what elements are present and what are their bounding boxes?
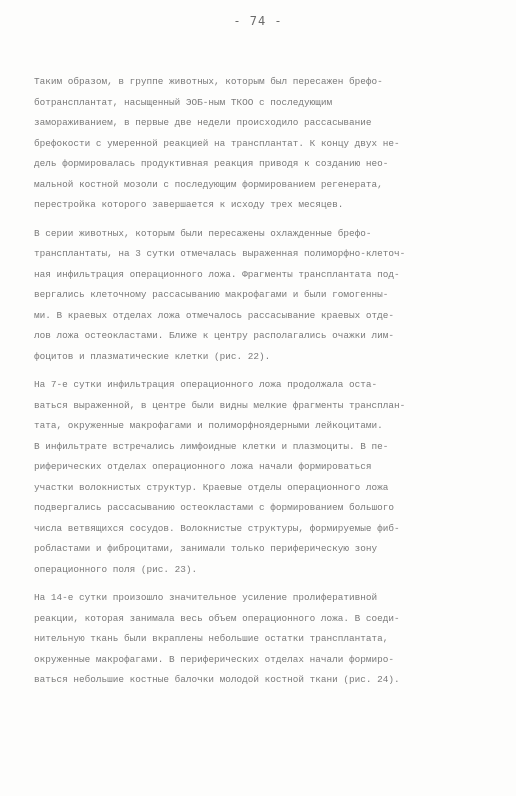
paragraph-4 — [34, 588, 500, 691]
text-line: фоцитов и плазматические клетки (рис. 22). — [34, 350, 271, 362]
text-line: В инфильтрате встречались лимфоидные клетки и плазмоциты. В пе- — [34, 440, 389, 452]
text-line: Таким образом, в группе животных, которым был пересажен брефо- — [34, 76, 383, 87]
text-line: ваться выраженной, в центре были видны мелкие фрагменты трансплан- — [34, 399, 406, 411]
text-line: участки волокнистых структур. Краевые отделы операционного ложа — [34, 481, 389, 493]
text-line: ваться небольшие костные балочки молодой костной ткани (рис. 24). — [34, 674, 400, 685]
text-line: На 7-е сутки инфильтрация операционного ложа продолжала оста- — [34, 379, 378, 390]
text-line: риферических отделах операционного ложа начали формироваться — [34, 461, 372, 472]
paragraph-3 — [34, 375, 500, 580]
body-text — [34, 72, 500, 691]
text-line: трансплантаты, на 3 сутки отмечалась выраженная полиморфно-клеточ- — [34, 248, 406, 259]
text-line: вергались клеточному рассасыванию макрофагами и были гомогенны- — [34, 289, 389, 300]
text-line: На 14-е сутки произошло значительное усиление пролиферативной — [34, 592, 378, 603]
text-line: окруженные макрофагами. В периферических отделах начали формиро- — [34, 653, 395, 665]
text-line: числа ветвящихся сосудов. Волокнистые структуры, формируемые фиб- — [34, 522, 400, 534]
text-line: реакции, которая занимала весь объем операционного ложа. В соеди- — [34, 612, 400, 624]
text-line: нительную ткань были вкраплены небольшие остатки трансплантата, — [34, 633, 389, 644]
paragraph-2 — [34, 224, 500, 368]
text-line: подвергались рассасыванию остеокластами с формированием большого — [34, 502, 395, 513]
text-line: дель формировалась продуктивная реакция приводя к созданию нео- — [34, 158, 389, 169]
text-line: робластами и фиброцитами, занимали только периферическую зону — [34, 543, 378, 554]
text-line: перестройка которого завершается к исходу трех месяцев. — [34, 199, 344, 210]
text-line: брефокости с умеренной реакцией на трансплантат. К концу двух не- — [34, 137, 400, 149]
text-line: В серии животных, которым были пересажены охлажденные брефо- — [34, 227, 372, 239]
paragraph-1 — [34, 72, 500, 216]
text-line: ми. В краевых отделах ложа отмечалось рассасывание краевых отде- — [34, 309, 395, 321]
text-line: ботрансплантат, насыщенный ЭОБ-ным ТКОО с последующим — [34, 96, 333, 108]
page-number: - 74 - — [233, 14, 283, 28]
text-line: ная инфильтрация операционного ложа. Фрагменты трансплантата под- — [34, 268, 400, 280]
text-line: операционного поля (рис. 23). — [34, 563, 198, 575]
text-line: лов ложа остеокластами. Ближе к центру располагались очажки лим- — [34, 330, 395, 341]
text-line: мальной костной мозоли с последующим формированием регенерата, — [34, 178, 383, 190]
text-line: замораживанием, в первые две недели происходило рассасывание — [34, 117, 372, 128]
text-line: тата, окруженные макрофагами и полиморфноядерными лейкоцитами. — [34, 420, 383, 431]
